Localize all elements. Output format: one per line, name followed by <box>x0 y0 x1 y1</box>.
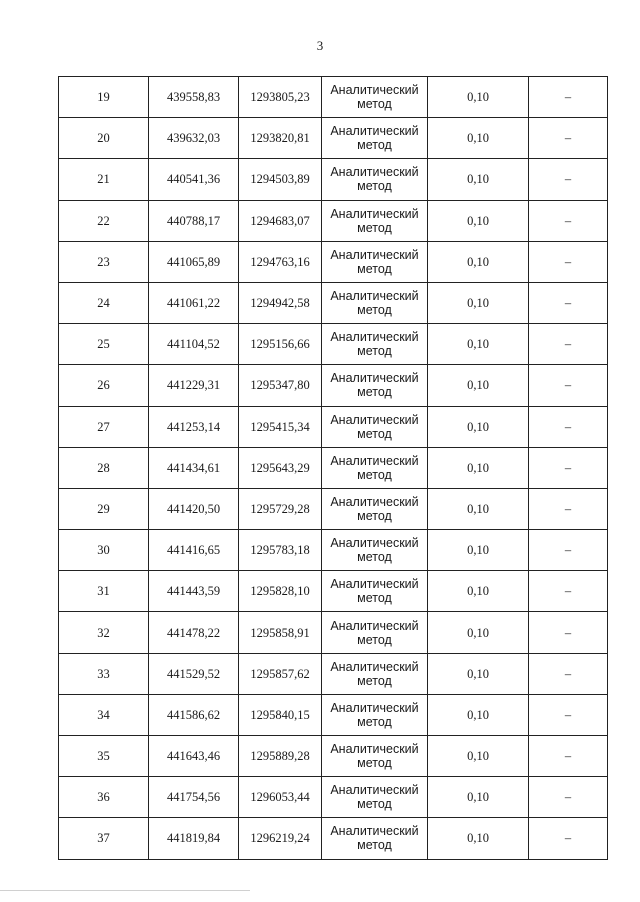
point-number-cell: 27 <box>59 406 149 447</box>
y-coordinate-cell: 1293820,81 <box>239 118 322 159</box>
method-cell <box>322 406 428 447</box>
table-row <box>59 241 608 282</box>
x-coordinate-cell: 441253,14 <box>149 406 239 447</box>
point-number-cell: 31 <box>59 571 149 612</box>
y-coordinate-cell: 1296219,24 <box>239 818 322 859</box>
method-line-1: Аналитический <box>330 371 419 386</box>
table-row <box>59 282 608 323</box>
x-coordinate-cell: 441819,84 <box>149 818 239 859</box>
accuracy-cell: 0,10 <box>428 818 529 859</box>
x-coordinate-cell: 441416,65 <box>149 530 239 571</box>
table-row <box>59 530 608 571</box>
accuracy-cell: 0,10 <box>428 241 529 282</box>
point-number-cell: 28 <box>59 447 149 488</box>
point-number-cell: 33 <box>59 653 149 694</box>
point-number-cell: 23 <box>59 241 149 282</box>
accuracy-cell: 0,10 <box>428 777 529 818</box>
note-cell: – <box>529 488 608 529</box>
note-cell: – <box>529 653 608 694</box>
point-number-cell: 30 <box>59 530 149 571</box>
method-line-1: Аналитический <box>330 494 419 509</box>
table-body <box>59 77 608 860</box>
x-coordinate-cell: 441478,22 <box>149 612 239 653</box>
point-number-cell: 20 <box>59 118 149 159</box>
note-cell: – <box>529 282 608 323</box>
note-cell: – <box>529 694 608 735</box>
method-line-1: Аналитический <box>330 536 419 551</box>
note-cell: – <box>529 447 608 488</box>
method-cell <box>322 571 428 612</box>
accuracy-cell: 0,10 <box>428 406 529 447</box>
point-number-cell: 25 <box>59 324 149 365</box>
method-cell <box>322 200 428 241</box>
x-coordinate-cell: 439558,83 <box>149 77 239 118</box>
method-line-2: метод <box>357 138 392 153</box>
accuracy-cell: 0,10 <box>428 365 529 406</box>
x-coordinate-cell: 441420,50 <box>149 488 239 529</box>
method-line-2: метод <box>357 756 392 771</box>
accuracy-cell: 0,10 <box>428 282 529 323</box>
method-cell <box>322 282 428 323</box>
note-cell: – <box>529 365 608 406</box>
method-line-2: метод <box>357 797 392 812</box>
method-line-1: Аналитический <box>330 289 419 304</box>
x-coordinate-cell: 441643,46 <box>149 736 239 777</box>
table-row <box>59 571 608 612</box>
y-coordinate-cell: 1294683,07 <box>239 200 322 241</box>
method-line-2: метод <box>357 591 392 606</box>
accuracy-cell: 0,10 <box>428 653 529 694</box>
accuracy-cell: 0,10 <box>428 324 529 365</box>
note-cell: – <box>529 777 608 818</box>
y-coordinate-cell: 1296053,44 <box>239 777 322 818</box>
point-number-cell: 35 <box>59 736 149 777</box>
table-row <box>59 324 608 365</box>
method-line-1: Аналитический <box>330 618 419 633</box>
y-coordinate-cell: 1294763,16 <box>239 241 322 282</box>
method-line-1: Аналитический <box>330 247 419 262</box>
accuracy-cell: 0,10 <box>428 612 529 653</box>
method-cell <box>322 77 428 118</box>
table-row <box>59 365 608 406</box>
x-coordinate-cell: 441104,52 <box>149 324 239 365</box>
note-cell: – <box>529 571 608 612</box>
y-coordinate-cell: 1293805,23 <box>239 77 322 118</box>
table-row <box>59 77 608 118</box>
point-number-cell: 26 <box>59 365 149 406</box>
accuracy-cell: 0,10 <box>428 488 529 529</box>
y-coordinate-cell: 1294503,89 <box>239 159 322 200</box>
note-cell: – <box>529 818 608 859</box>
note-cell: – <box>529 77 608 118</box>
x-coordinate-cell: 441754,56 <box>149 777 239 818</box>
method-cell <box>322 488 428 529</box>
point-number-cell: 34 <box>59 694 149 735</box>
method-line-1: Аналитический <box>330 330 419 345</box>
table-row <box>59 777 608 818</box>
method-cell <box>322 324 428 365</box>
point-number-cell: 37 <box>59 818 149 859</box>
accuracy-cell: 0,10 <box>428 118 529 159</box>
point-number-cell: 29 <box>59 488 149 529</box>
note-cell: – <box>529 159 608 200</box>
note-cell: – <box>529 118 608 159</box>
note-cell: – <box>529 612 608 653</box>
y-coordinate-cell: 1295783,18 <box>239 530 322 571</box>
method-line-2: метод <box>357 261 392 276</box>
x-coordinate-cell: 441061,22 <box>149 282 239 323</box>
method-cell <box>322 530 428 571</box>
table-row <box>59 159 608 200</box>
y-coordinate-cell: 1295643,29 <box>239 447 322 488</box>
method-line-1: Аналитический <box>330 577 419 592</box>
method-line-2: метод <box>357 303 392 318</box>
accuracy-cell: 0,10 <box>428 447 529 488</box>
accuracy-cell: 0,10 <box>428 200 529 241</box>
y-coordinate-cell: 1295858,91 <box>239 612 322 653</box>
table-row <box>59 406 608 447</box>
point-number-cell: 19 <box>59 77 149 118</box>
accuracy-cell: 0,10 <box>428 530 529 571</box>
method-cell <box>322 447 428 488</box>
method-line-1: Аналитический <box>330 83 419 98</box>
method-line-2: метод <box>357 550 392 565</box>
accuracy-cell: 0,10 <box>428 159 529 200</box>
method-line-2: метод <box>357 673 392 688</box>
accuracy-cell: 0,10 <box>428 736 529 777</box>
table-row <box>59 736 608 777</box>
table-row <box>59 200 608 241</box>
x-coordinate-cell: 440541,36 <box>149 159 239 200</box>
note-cell: – <box>529 324 608 365</box>
table-row <box>59 694 608 735</box>
x-coordinate-cell: 441229,31 <box>149 365 239 406</box>
method-cell <box>322 694 428 735</box>
table-row <box>59 488 608 529</box>
method-cell <box>322 612 428 653</box>
point-number-cell: 32 <box>59 612 149 653</box>
accuracy-cell: 0,10 <box>428 694 529 735</box>
method-line-1: Аналитический <box>330 700 419 715</box>
point-number-cell: 24 <box>59 282 149 323</box>
method-line-2: метод <box>357 508 392 523</box>
x-coordinate-cell: 441065,89 <box>149 241 239 282</box>
page-edge-line <box>0 890 250 891</box>
accuracy-cell: 0,10 <box>428 77 529 118</box>
table-row <box>59 118 608 159</box>
method-line-1: Аналитический <box>330 824 419 839</box>
method-line-1: Аналитический <box>330 453 419 468</box>
method-line-1: Аналитический <box>330 742 419 757</box>
page-number: 3 <box>316 38 324 53</box>
x-coordinate-cell: 439632,03 <box>149 118 239 159</box>
method-line-1: Аналитический <box>330 206 419 221</box>
method-cell <box>322 365 428 406</box>
method-cell <box>322 653 428 694</box>
coordinates-table <box>58 76 608 860</box>
x-coordinate-cell: 441434,61 <box>149 447 239 488</box>
point-number-cell: 36 <box>59 777 149 818</box>
method-line-2: метод <box>357 179 392 194</box>
point-number-cell: 21 <box>59 159 149 200</box>
y-coordinate-cell: 1295347,80 <box>239 365 322 406</box>
method-line-1: Аналитический <box>330 124 419 139</box>
method-cell <box>322 118 428 159</box>
method-line-2: метод <box>357 220 392 235</box>
table-row <box>59 447 608 488</box>
x-coordinate-cell: 441529,52 <box>149 653 239 694</box>
note-cell: – <box>529 406 608 447</box>
note-cell: – <box>529 736 608 777</box>
y-coordinate-cell: 1295415,34 <box>239 406 322 447</box>
x-coordinate-cell: 441586,62 <box>149 694 239 735</box>
method-line-2: метод <box>357 426 392 441</box>
method-line-1: Аналитический <box>330 783 419 798</box>
method-line-1: Аналитический <box>330 412 419 427</box>
method-cell <box>322 159 428 200</box>
note-cell: – <box>529 530 608 571</box>
point-number-cell: 22 <box>59 200 149 241</box>
accuracy-cell: 0,10 <box>428 571 529 612</box>
y-coordinate-cell: 1295729,28 <box>239 488 322 529</box>
y-coordinate-cell: 1295156,66 <box>239 324 322 365</box>
method-line-2: метод <box>357 385 392 400</box>
method-cell <box>322 736 428 777</box>
table-row <box>59 818 608 859</box>
method-line-1: Аналитический <box>330 165 419 180</box>
method-line-1: Аналитический <box>330 659 419 674</box>
y-coordinate-cell: 1295857,62 <box>239 653 322 694</box>
y-coordinate-cell: 1294942,58 <box>239 282 322 323</box>
method-line-2: метод <box>357 632 392 647</box>
method-line-2: метод <box>357 714 392 729</box>
method-cell <box>322 241 428 282</box>
table-row <box>59 612 608 653</box>
y-coordinate-cell: 1295889,28 <box>239 736 322 777</box>
x-coordinate-cell: 441443,59 <box>149 571 239 612</box>
note-cell: – <box>529 200 608 241</box>
method-cell <box>322 818 428 859</box>
method-line-2: метод <box>357 344 392 359</box>
method-line-2: метод <box>357 97 392 112</box>
y-coordinate-cell: 1295828,10 <box>239 571 322 612</box>
method-line-2: метод <box>357 467 392 482</box>
table-row <box>59 653 608 694</box>
method-line-2: метод <box>357 838 392 853</box>
x-coordinate-cell: 440788,17 <box>149 200 239 241</box>
y-coordinate-cell: 1295840,15 <box>239 694 322 735</box>
method-cell <box>322 777 428 818</box>
note-cell: – <box>529 241 608 282</box>
